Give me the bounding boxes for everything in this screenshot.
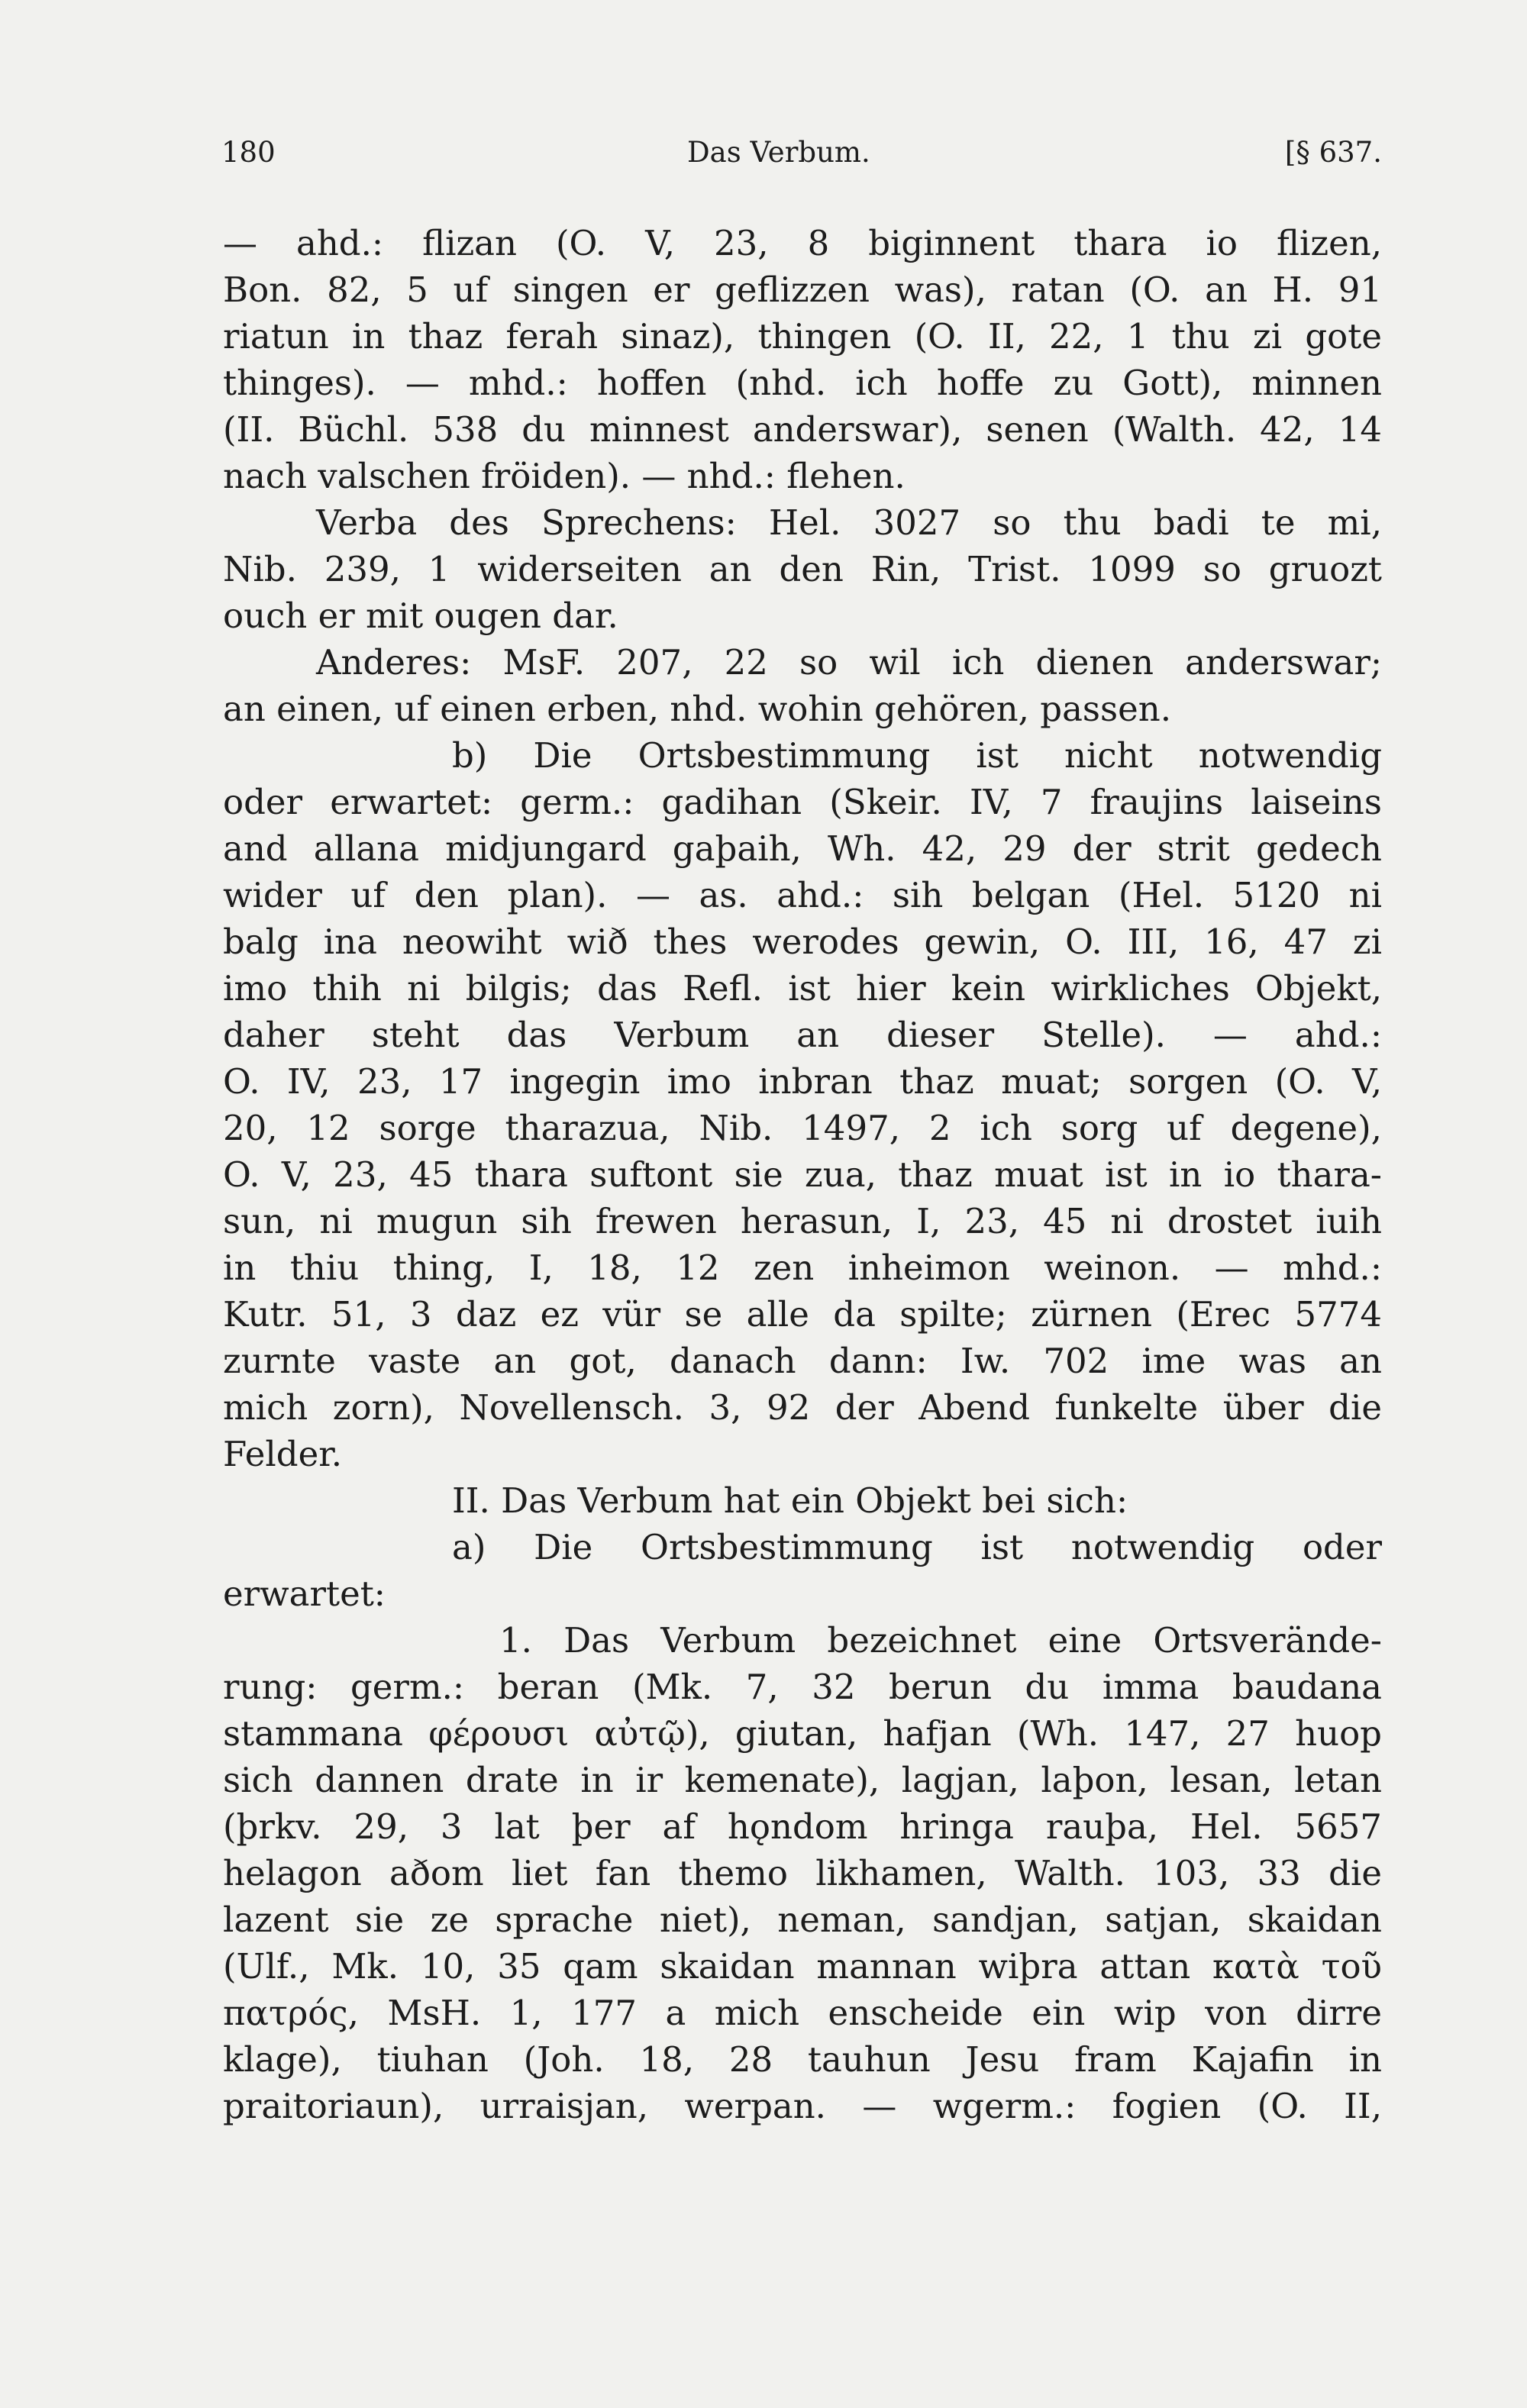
text-line: oder erwartet: germ.: gadihan (Skeir. IV, 7 fraujins laiseins — [223, 782, 1382, 822]
text-line: mich zorn), Novellensch. 3, 92 der Abend funkelte über die — [223, 1387, 1382, 1428]
text-line: balg ina neowiht wið thes werodes gewin, O. III, 16, 47 zi — [223, 922, 1382, 962]
text-line: a) Die Ortsbestimmung ist notwendig oder — [452, 1527, 1382, 1567]
text-line: (Ulf., Mk. 10, 35 qam skaidan mannan wiþra attan κατὰ τοῦ — [223, 1946, 1382, 1987]
text-line: Kutr. 51, 3 daz ez vür se alle da spilte; zürnen (Erec 5774 — [223, 1294, 1382, 1335]
text-line: O. IV, 23, 17 ingegin imo inbran thaz muat; sorgen (O. V, — [223, 1061, 1382, 1102]
text-line: — ahd.: flizan (O. V, 23, 8 biginnent thara io flizen, — [223, 223, 1382, 263]
text-line: and allana midjungard gaþaih, Wh. 42, 29 der strit gedech — [223, 828, 1382, 869]
text-line: II. Das Verbum hat ein Objekt bei sich: — [452, 1480, 1128, 1521]
text-line: Verba des Sprechens: Hel. 3027 so thu badi te mi, — [316, 502, 1382, 543]
text-line: ouch er mit ougen dar. — [223, 596, 618, 636]
text-line: (þrkv. 29, 3 lat þer af hǫndom hringa rauþa, Hel. 5657 — [223, 1806, 1382, 1847]
text-line: erwartet: — [223, 1574, 386, 1614]
text-line: Anderes: MsF. 207, 22 so wil ich dienen anderswar; — [316, 642, 1382, 683]
text-line: thinges). — mhd.: hoffen (nhd. ich hoffe zu Gott), minnen — [223, 363, 1382, 403]
text-line: helagon aðom liet fan themo likhamen, Walth. 103, 33 die — [223, 1853, 1382, 1893]
text-line: Nib. 239, 1 widerseiten an den Rin, Trist. 1099 so gruozt — [223, 549, 1382, 589]
running-title: Das Verbum. — [687, 136, 870, 169]
page-number: 180 — [221, 136, 276, 169]
text-line: wider uf den plan). — as. ahd.: sih belgan (Hel. 5120 ni — [223, 875, 1382, 915]
text-line: sich dannen drate in ir kemenate), lagjan, laþon, lesan, letan — [223, 1760, 1382, 1800]
text-line: in thiu thing, I, 18, 12 zen inheimon weinon. — mhd.: — [223, 1248, 1382, 1288]
text-line: zurnte vaste an got, danach dann: Iw. 702 ime was an — [223, 1341, 1382, 1381]
text-line: stammana φέρουσι αὐτῷ), giutan, hafjan (Wh. 147, 27 huop — [223, 1713, 1382, 1754]
running-header — [221, 136, 1382, 182]
text-line: rung: germ.: beran (Mk. 7, 32 berun du imma baudana — [223, 1667, 1382, 1707]
text-line: 1. Das Verbum bezeichnet eine Ortsverände- — [499, 1620, 1382, 1661]
section-reference: [§ 637. — [1284, 136, 1382, 169]
text-line: O. V, 23, 45 thara suftont sie zua, thaz muat ist in io thara- — [223, 1154, 1382, 1195]
text-line: b) Die Ortsbestimmung ist nicht notwendig — [452, 735, 1382, 776]
text-line: Bon. 82, 5 uf singen er geflizzen was), ratan (O. an H. 91 — [223, 270, 1382, 310]
text-line: πατρός, MsH. 1, 177 a mich enscheide ein wip von dirre — [223, 1993, 1382, 2033]
text-line: sun, ni mugun sih frewen herasun, I, 23, 45 ni drostet iuih — [223, 1201, 1382, 1241]
text-line: lazent sie ze sprache niet), neman, sandjan, satjan, skaidan — [223, 1900, 1382, 1940]
text-line: nach valschen fröiden). — nhd.: flehen. — [223, 456, 906, 496]
body-text — [223, 220, 1382, 2129]
text-line: daher steht das Verbum an dieser Stelle). — ahd.: — [223, 1015, 1382, 1055]
text-line: praitoriaun), urraisjan, werpan. — wgerm.: fogien (O. II, — [223, 2086, 1382, 2126]
text-line: (II. Büchl. 538 du minnest anderswar), senen (Walth. 42, 14 — [223, 409, 1382, 450]
text-line: 20, 12 sorge tharazua, Nib. 1497, 2 ich sorg uf degene), — [223, 1108, 1382, 1148]
text-line: imo thih ni bilgis; das Refl. ist hier kein wirkliches Objekt, — [223, 968, 1382, 1009]
text-line: an einen, uf einen erben, nhd. wohin gehören, passen. — [223, 689, 1172, 729]
text-line: riatun in thaz ferah sinaz), thingen (O. II, 22, 1 thu zi gote — [223, 316, 1382, 357]
text-line: klage), tiuhan (Joh. 18, 28 tauhun Jesu fram Kajafin in — [223, 2039, 1382, 2080]
text-line: Felder. — [223, 1434, 343, 1474]
